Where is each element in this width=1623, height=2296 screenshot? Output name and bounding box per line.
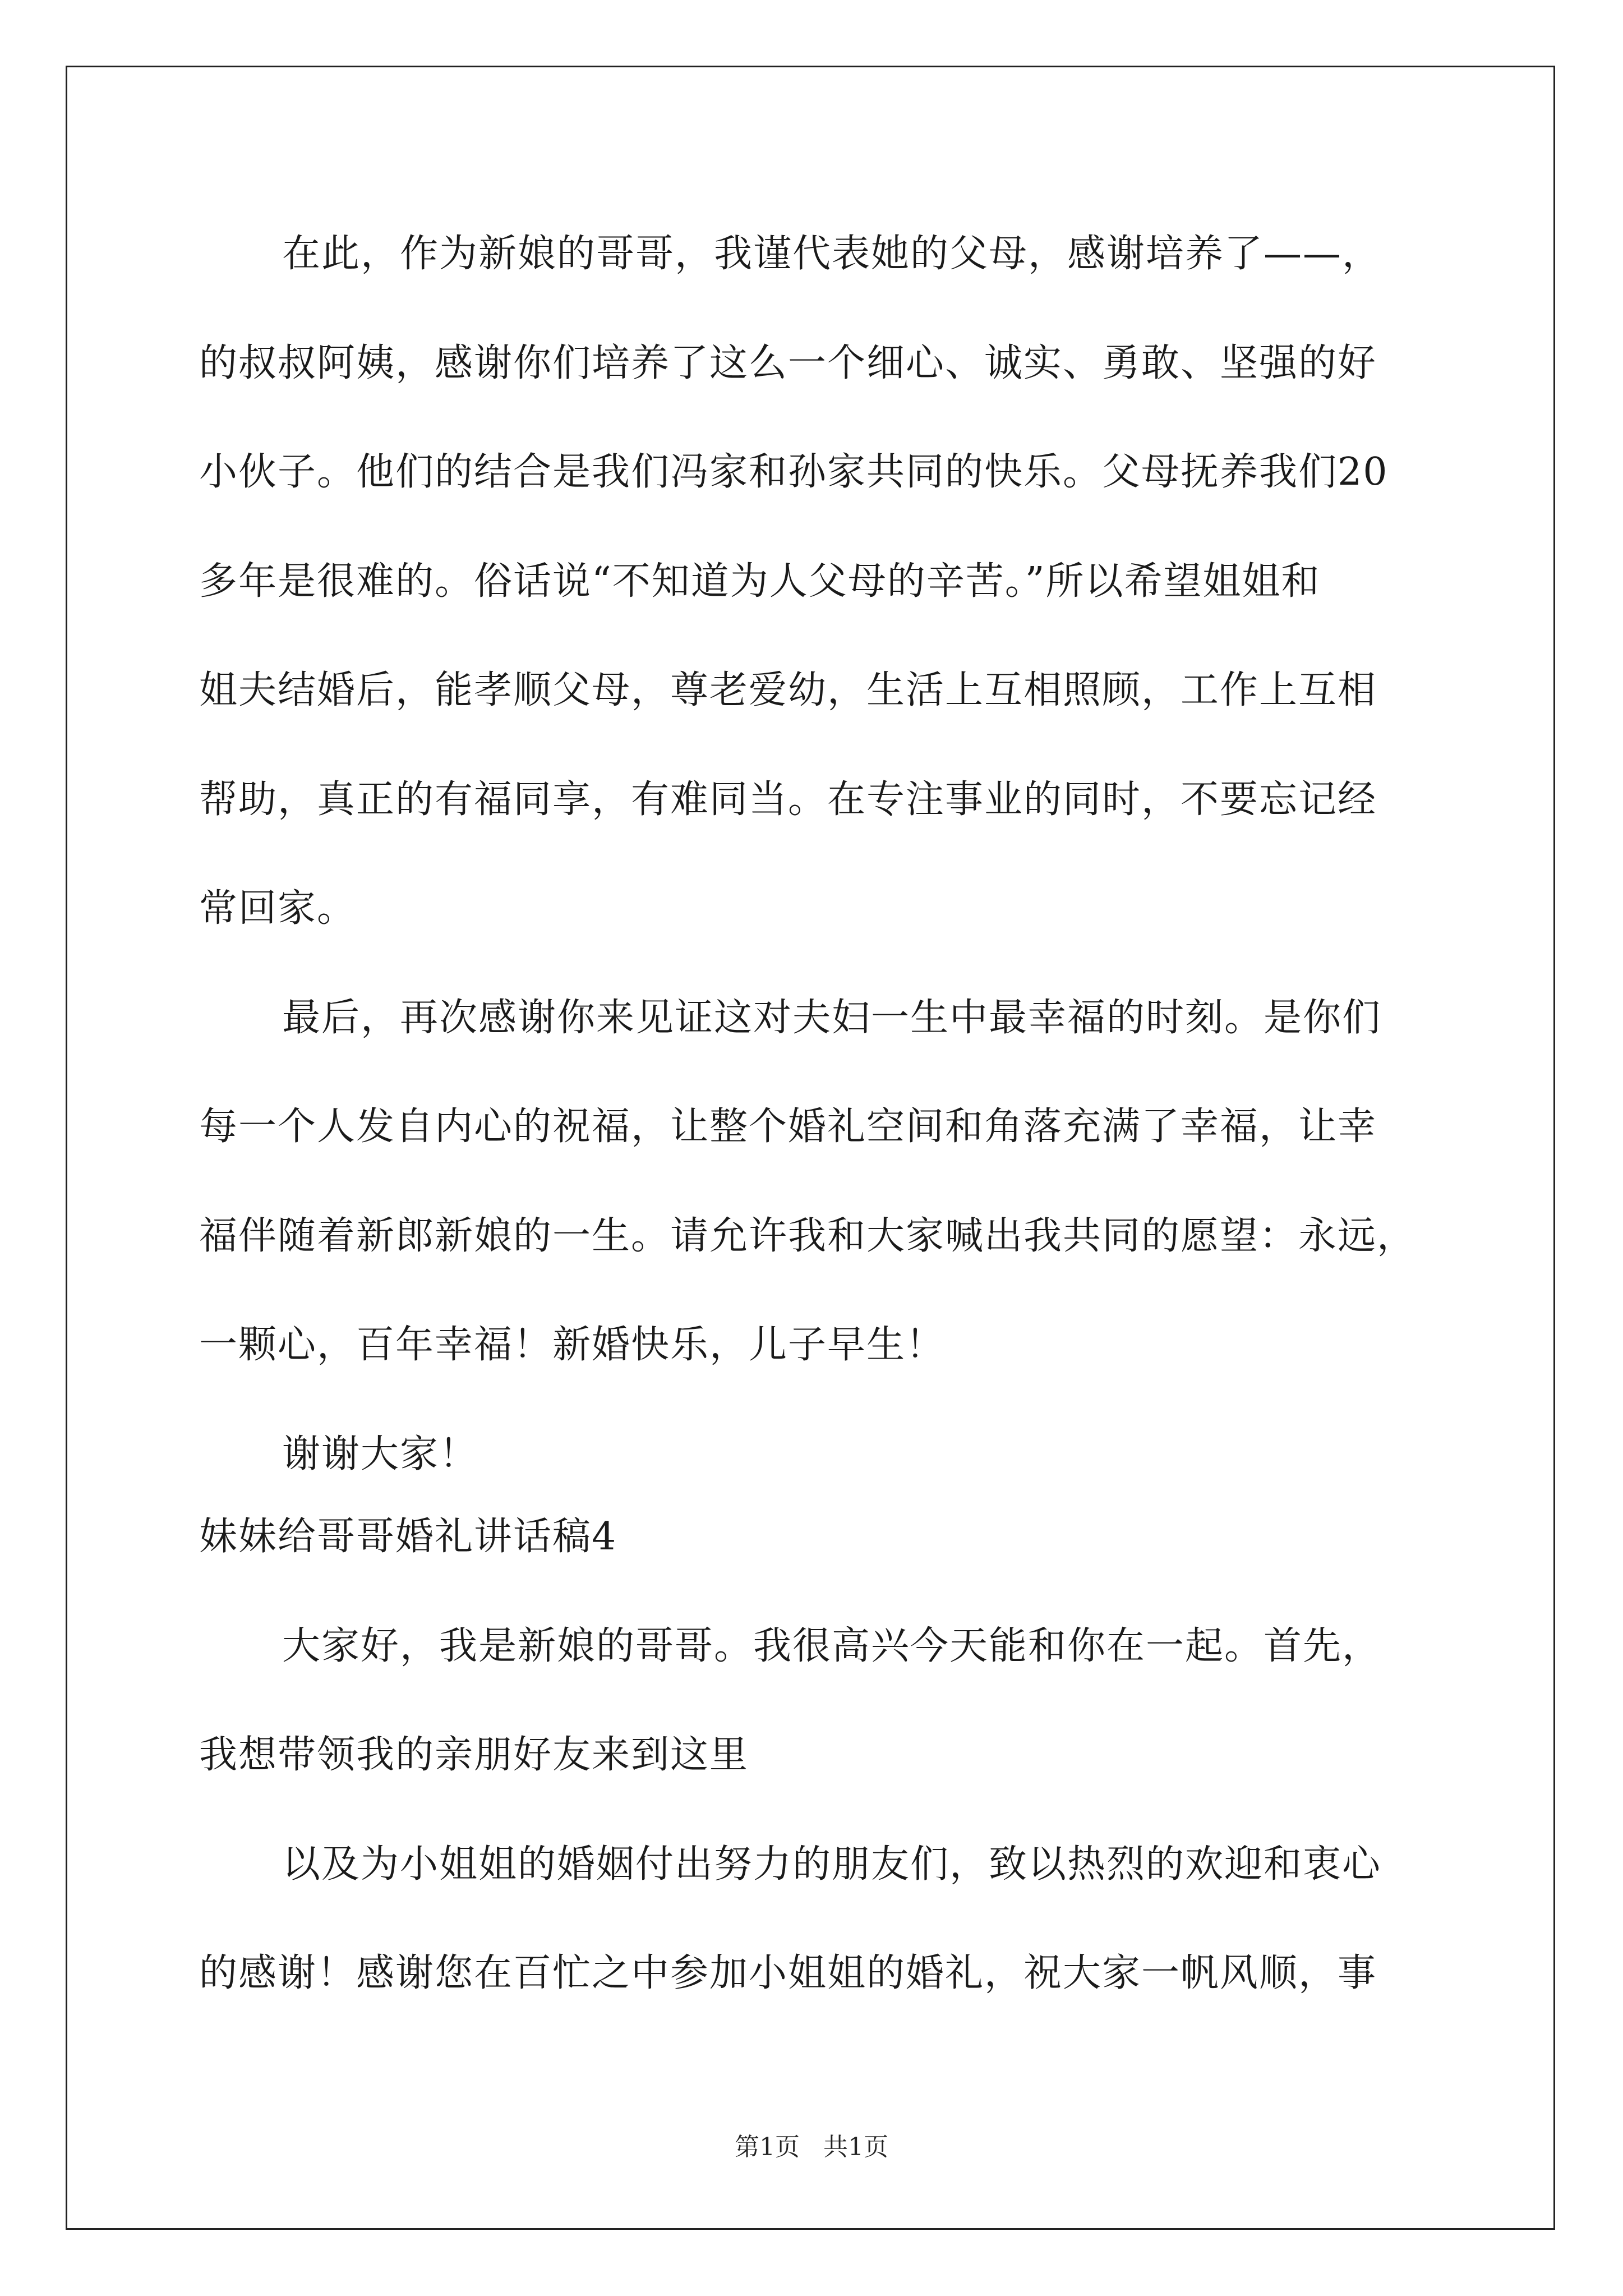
text-line: 福伴随着新郎新娘的一生。请允许我和大家喊出我共同的愿望：永远， xyxy=(199,1214,1417,1258)
text-line: 谢谢大家！ xyxy=(282,1432,479,1476)
text-line: 每一个人发自内心的祝福，让整个婚礼空间和角落充满了幸福，让幸 xyxy=(199,1105,1377,1149)
text-line: 一颗心，百年幸福！新婚快乐，儿子早生！ xyxy=(199,1323,946,1367)
text-line: 的感谢！感谢您在百忙之中参加小姐姐的婚礼，祝大家一帆风顺，事 xyxy=(199,1951,1377,1995)
page-footer: 第1页 共1页 xyxy=(735,2133,888,2161)
text-line: 多年是很难的。俗话说“不知道为人父母的辛苦。”所以希望姐姐和 xyxy=(199,559,1321,604)
section-heading: 妹妹给哥哥婚礼讲话稿4 xyxy=(199,1515,617,1559)
text-line: 帮助，真正的有福同享，有难同当。在专注事业的同时，不要忘记经 xyxy=(199,777,1377,822)
text-line: 大家好，我是新娘的哥哥。我很高兴今天能和你在一起。首先， xyxy=(282,1624,1382,1668)
text-line: 我想带领我的亲朋好友来到这里 xyxy=(199,1733,749,1777)
text-line: 小伙子。他们的结合是我们冯家和孙家共同的快乐。父母抚养我们20 xyxy=(199,450,1389,494)
text-line: 姐夫结婚后，能孝顺父母，尊老爱幼，生活上互相照顾，工作上互相 xyxy=(199,668,1377,712)
text-line: 最后，再次感谢你来见证这对夫妇一生中最幸福的时刻。是你们 xyxy=(282,996,1382,1040)
text-line: 的叔叔阿姨，感谢你们培养了这么一个细心、诚实、勇敢、坚强的好 xyxy=(199,341,1377,385)
text-line: 常回家。 xyxy=(199,886,357,931)
text-line: 以及为小姐姐的婚姻付出努力的朋友们，致以热烈的欢迎和衷心 xyxy=(282,1842,1382,1887)
text-line: 在此，作为新娘的哥哥，我谨代表她的父母，感谢培养了——， xyxy=(282,232,1382,276)
